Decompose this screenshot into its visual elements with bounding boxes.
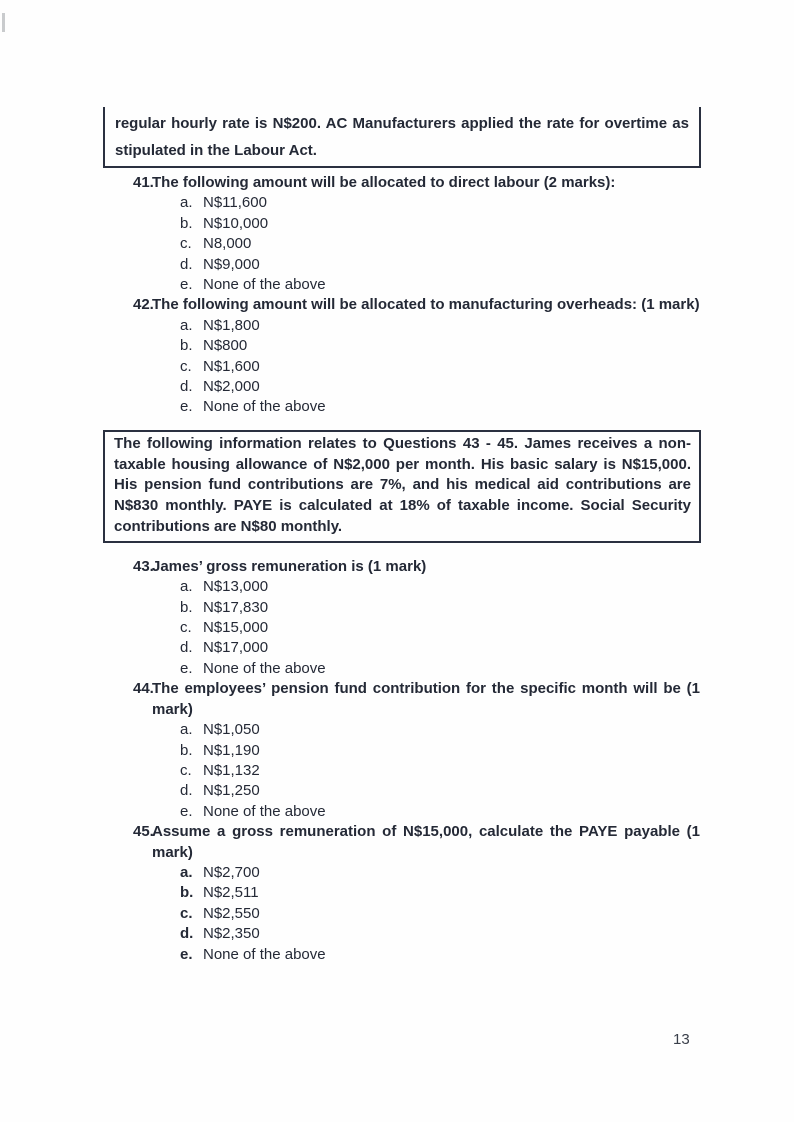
option-text: N$2,350 — [203, 925, 260, 943]
option-letter: b. — [180, 884, 194, 902]
option-row — [180, 741, 794, 761]
option-row — [180, 397, 794, 417]
option-letter: a. — [180, 578, 193, 596]
page-number: 13 — [673, 1031, 690, 1048]
option-text: None of the above — [203, 802, 326, 820]
info-box-overtime-text: regular hourly rate is N$200. AC Manufacturers applied the rate for overtime as stipulated in the Labour Act. — [115, 115, 689, 159]
option-row — [180, 883, 794, 903]
option-row — [180, 336, 794, 356]
question-41-text: The following amount will be allocated to direct labour (2 marks): — [152, 174, 616, 191]
question-43-text: James’ gross remuneration is (1 mark) — [152, 557, 427, 575]
option-row — [180, 618, 794, 638]
option-letter: c. — [180, 904, 193, 922]
option-letter: d. — [180, 925, 194, 943]
info-box-james — [103, 430, 701, 543]
option-row — [180, 377, 794, 397]
option-letter: b. — [180, 337, 193, 355]
option-text: N$2,000 — [203, 378, 260, 396]
option-text: N$17,830 — [203, 598, 269, 616]
option-text: None of the above — [203, 945, 326, 963]
option-text: N$2,700 — [203, 863, 260, 881]
option-row — [180, 638, 794, 658]
option-row — [180, 659, 794, 679]
option-text: N$9,000 — [203, 255, 260, 273]
option-letter: e. — [180, 802, 193, 820]
info-box-overtime — [103, 107, 701, 168]
option-text: None of the above — [203, 659, 326, 677]
option-letter: d. — [180, 782, 193, 800]
question-45-options — [180, 863, 794, 965]
question-42-options — [180, 316, 794, 418]
option-text: N$17,000 — [203, 639, 269, 657]
scan-artifact-mark — [2, 13, 5, 32]
question-45 — [133, 822, 794, 863]
option-text: N$1,132 — [203, 761, 260, 779]
question-45-number: 45. — [133, 823, 154, 841]
option-row — [180, 863, 794, 883]
option-letter: c. — [180, 235, 192, 253]
option-letter: e. — [180, 945, 193, 963]
option-letter: c. — [180, 619, 192, 637]
option-row — [180, 214, 794, 234]
question-41-number: 41. — [133, 174, 154, 191]
option-letter: d. — [180, 639, 193, 657]
option-letter: e. — [180, 398, 193, 416]
option-letter: a. — [180, 863, 193, 881]
option-letter: b. — [180, 214, 193, 232]
option-text: N$10,000 — [203, 214, 269, 232]
option-text: N$800 — [203, 337, 248, 355]
option-row — [180, 802, 794, 822]
option-row — [180, 275, 794, 295]
option-row — [180, 193, 794, 213]
option-row — [180, 316, 794, 336]
option-row — [180, 598, 794, 618]
option-text: N$2,511 — [203, 884, 259, 902]
option-text: N$1,050 — [203, 721, 260, 739]
option-row — [180, 781, 794, 801]
option-text: None of the above — [203, 276, 326, 294]
question-42-number: 42. — [133, 296, 154, 314]
option-letter: a. — [180, 194, 193, 212]
option-text: N$15,000 — [203, 619, 269, 637]
option-text: N$1,250 — [203, 782, 260, 800]
option-letter: e. — [180, 659, 193, 677]
option-letter: c. — [180, 761, 192, 779]
option-text: N$1,600 — [203, 357, 260, 375]
option-row — [180, 924, 794, 944]
option-row — [180, 577, 794, 597]
option-row — [180, 234, 794, 254]
option-letter: c. — [180, 357, 192, 375]
option-letter: d. — [180, 378, 193, 396]
option-letter: d. — [180, 255, 193, 273]
option-row — [180, 904, 794, 924]
option-text: None of the above — [203, 398, 326, 416]
info-box-james-text: The following information relates to Questions 43 - 45. James receives a non-taxable housing allowance of N$2,000 per month. His basic salary is N$15,000. His pension fund contributions are 7%, and his medical aid contributions are N$830 monthly. PAYE is calculated at 18% of taxable income. Social Security contributions are N$80 monthly. — [114, 434, 691, 536]
question-42 — [133, 295, 794, 315]
question-42-text: The following amount will be allocated to manufacturing overheads: (1 mark) — [152, 296, 700, 314]
question-44-number: 44. — [133, 680, 154, 698]
option-text: N$11,600 — [203, 194, 267, 212]
option-letter: a. — [180, 316, 193, 334]
question-45-text: Assume a gross remuneration of N$15,000, calculate the PAYE payable (1 mark) — [152, 823, 700, 861]
question-41 — [133, 173, 794, 193]
question-43-options — [180, 577, 794, 679]
option-row — [180, 357, 794, 377]
option-text: N$13,000 — [203, 578, 269, 596]
question-43 — [133, 557, 794, 577]
option-row — [180, 761, 794, 781]
option-text: N$1,800 — [203, 316, 260, 334]
question-44-text: The employees’ pension fund contribution for the specific month will be (1 mark) — [152, 680, 700, 718]
option-row — [180, 255, 794, 275]
option-letter: b. — [180, 741, 193, 759]
option-letter: a. — [180, 721, 193, 739]
option-letter: e. — [180, 276, 193, 294]
question-44 — [133, 679, 794, 720]
option-text: N$2,550 — [203, 904, 260, 922]
option-letter: b. — [180, 598, 193, 616]
option-text: N$1,190 — [203, 741, 260, 759]
question-41-options — [180, 193, 794, 295]
option-row — [180, 945, 794, 965]
option-row — [180, 720, 794, 740]
option-text: N8,000 — [203, 235, 252, 253]
question-43-number: 43. — [133, 557, 154, 575]
question-44-options — [180, 720, 794, 822]
